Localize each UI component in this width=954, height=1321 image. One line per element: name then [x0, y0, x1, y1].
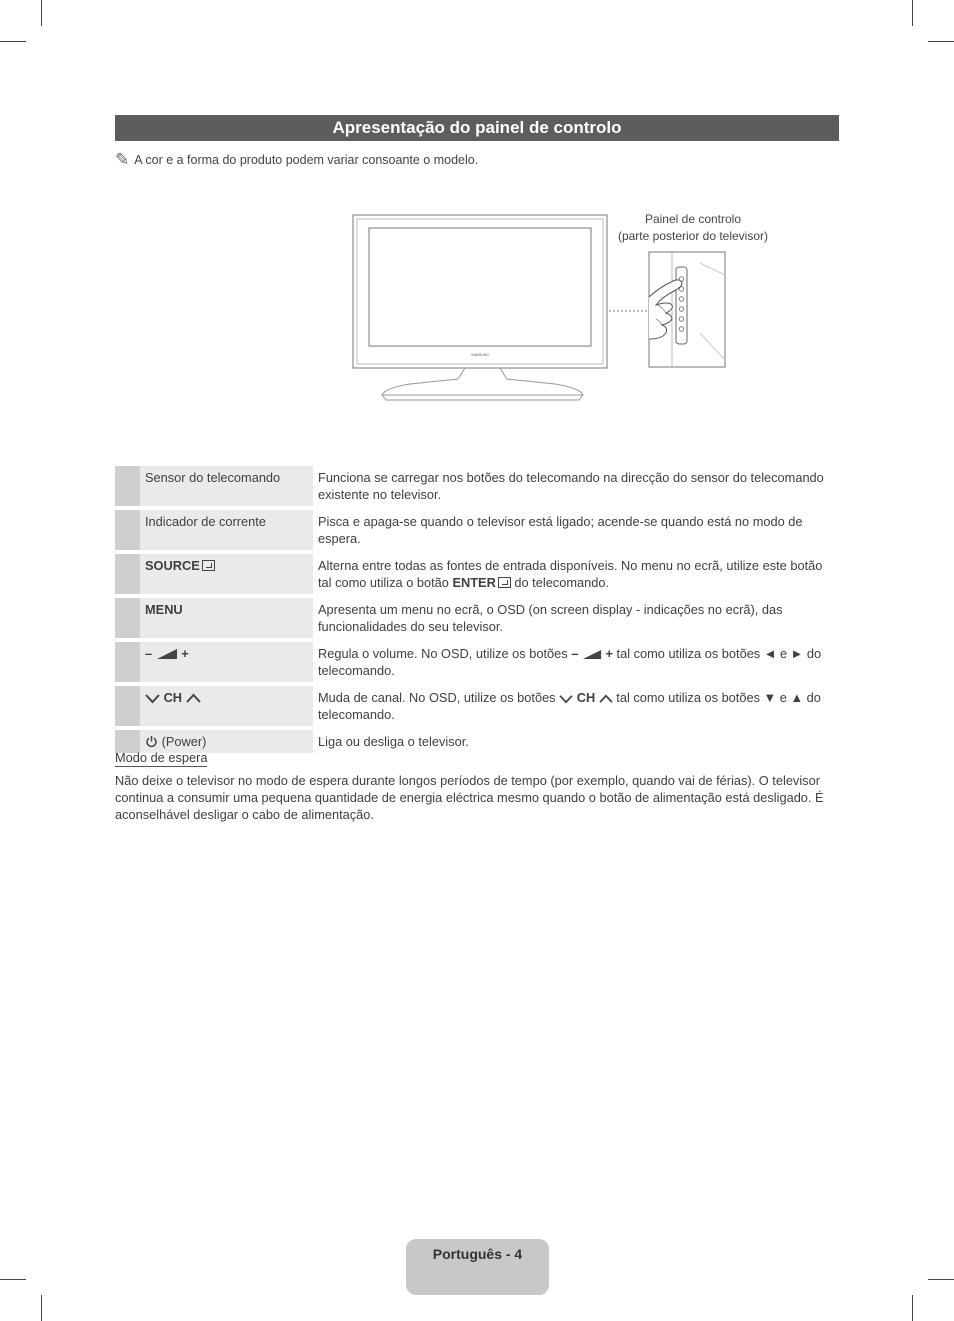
- volume-icon: [582, 649, 602, 660]
- feature-desc: Pisca e apaga-se quando o televisor está ligado; acende-se quando está no modo de espera.: [318, 514, 803, 546]
- panel-caption: [608, 211, 778, 245]
- table-row: [115, 510, 839, 550]
- enter-label: ENTER: [452, 575, 496, 590]
- page-title: Apresentação do painel de controlo: [115, 115, 839, 141]
- tv-brand-logo: SAMSUNG: [471, 353, 489, 357]
- ch-label: CH: [163, 690, 183, 705]
- row-marker: [115, 598, 140, 638]
- feature-desc: [313, 554, 839, 594]
- crop-mark: [41, 1295, 42, 1321]
- ch-label: CH: [576, 690, 596, 705]
- table-row: [115, 466, 839, 506]
- desc-text: do telecomando.: [510, 575, 610, 590]
- feature-name: [140, 554, 313, 594]
- crop-mark: [912, 0, 913, 26]
- plus-label: +: [605, 646, 613, 661]
- crop-mark: [0, 41, 26, 42]
- chevron-down-icon: [559, 694, 573, 704]
- plus-label: +: [181, 646, 189, 661]
- feature-desc: Liga ou desliga o televisor.: [318, 734, 469, 749]
- source-label: SOURCE: [145, 558, 200, 573]
- chevron-up-icon: [186, 693, 201, 704]
- crop-mark: [0, 1279, 26, 1280]
- desc-text: Regula o volume. No OSD, utilize os botões: [318, 646, 572, 661]
- crop-mark: [928, 41, 954, 42]
- table-row: [115, 686, 839, 726]
- desc-text: Alterna entre todas as fontes de entrada disponíveis. No menu no ecrã, utilize este botão tal como utiliza o botão: [318, 558, 823, 590]
- feature-desc: Funciona se carregar nos botões do telecomando na direcção do sensor do telecomando existente no televisor.: [318, 470, 824, 502]
- table-row: [115, 730, 839, 753]
- feature-desc: [313, 686, 839, 726]
- feature-name: Sensor do telecomando: [140, 466, 313, 506]
- desc-text: tal como utiliza os botões ▼ e ▲ do telecomando.: [318, 690, 821, 722]
- row-marker: [115, 510, 140, 550]
- feature-name: MENU: [140, 598, 313, 638]
- pencil-note-icon: ✎: [115, 150, 130, 169]
- row-marker: [115, 554, 140, 594]
- control-panel-table: [115, 462, 839, 757]
- power-label: (Power): [161, 734, 207, 749]
- crop-mark: [912, 1295, 913, 1321]
- chevron-down-icon: [145, 693, 160, 704]
- panel-caption-line2: (parte posterior do televisor): [617, 229, 769, 243]
- page-number-badge: Português - 4: [406, 1239, 549, 1295]
- minus-label: –: [145, 646, 153, 661]
- note-text: A cor e a forma do produto podem variar consoante o modelo.: [134, 152, 479, 167]
- table-row: [115, 554, 839, 594]
- table-row: [115, 598, 839, 638]
- panel-caption-line1: Painel de controlo: [644, 212, 742, 226]
- enter-icon: [498, 577, 511, 588]
- volume-icon: [156, 648, 178, 660]
- row-marker: [115, 642, 140, 682]
- crop-mark: [928, 1279, 954, 1280]
- chevron-up-icon: [599, 694, 613, 704]
- power-icon: [145, 735, 158, 748]
- feature-name: [140, 686, 313, 726]
- desc-text: tal como utiliza os botões ◄ e ► do telecomando.: [318, 646, 822, 678]
- row-marker: [115, 466, 140, 506]
- crop-mark: [41, 0, 42, 26]
- row-marker: [115, 686, 140, 726]
- source-icon: [202, 560, 215, 571]
- standby-heading: Modo de espera: [115, 750, 208, 765]
- standby-text: Não deixe o televisor no modo de espera durante longos períodos de tempo (por exemplo, quando vai de férias). O televisor continua a consumir uma pequena quantidade de energia eléctrica mesmo quando o botão de alimentação está desligado. É aconselhável desligar o cabo de alimentação.: [115, 773, 824, 822]
- feature-desc: [313, 642, 839, 682]
- feature-name: [140, 642, 313, 682]
- feature-desc: Apresenta um menu no ecrã, o OSD (on screen display - indicações no ecrã), das funcionalidades do seu televisor.: [318, 602, 783, 634]
- desc-text: Muda de canal. No OSD, utilize os botões: [318, 690, 560, 705]
- minus-label: –: [571, 646, 579, 661]
- table-row: [115, 642, 839, 682]
- feature-name: Indicador de corrente: [140, 510, 313, 550]
- note: [115, 151, 839, 168]
